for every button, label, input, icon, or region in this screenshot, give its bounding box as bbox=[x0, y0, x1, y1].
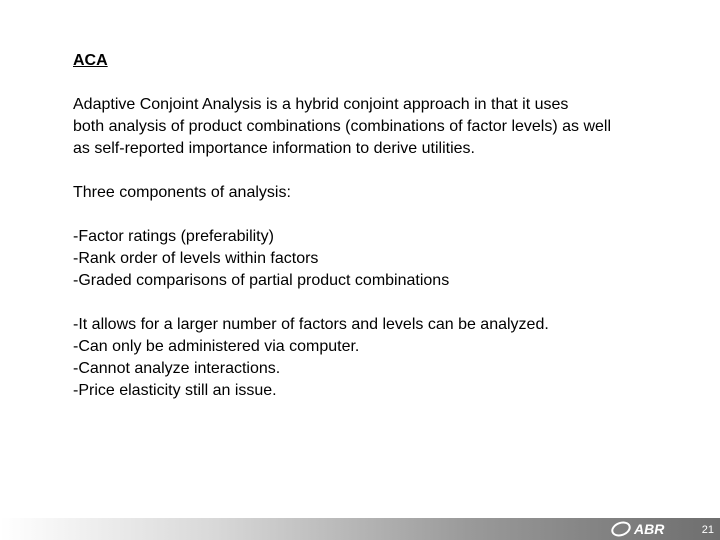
abr-logo bbox=[610, 520, 694, 538]
note-item: -Cannot analyze interactions. bbox=[73, 360, 281, 377]
components-list bbox=[73, 226, 693, 292]
page-number: 21 bbox=[701, 524, 714, 536]
logo-text: ABR bbox=[634, 521, 665, 537]
intro-line: both analysis of product combinations (combinations of factor levels) as well bbox=[73, 118, 612, 135]
component-item: -Graded comparisons of partial product combinations bbox=[73, 272, 450, 289]
intro-line: Adaptive Conjoint Analysis is a hybrid conjoint approach in that it uses bbox=[73, 96, 569, 113]
footer-bar bbox=[0, 518, 720, 540]
note-item: -Can only be administered via computer. bbox=[73, 338, 360, 355]
slide-content bbox=[73, 50, 693, 424]
components-heading: Three components of analysis: bbox=[73, 184, 291, 201]
intro-paragraph bbox=[73, 94, 693, 160]
note-item: -Price elasticity still an issue. bbox=[73, 382, 277, 399]
component-item: -Factor ratings (preferability) bbox=[73, 228, 274, 245]
notes-list bbox=[73, 314, 693, 402]
note-item: -It allows for a larger number of factors and levels can be analyzed. bbox=[73, 316, 549, 333]
component-item: -Rank order of levels within factors bbox=[73, 250, 319, 267]
components-heading-block bbox=[73, 182, 693, 204]
slide-title: ACA bbox=[73, 52, 108, 69]
intro-line: as self-reported importance information to derive utilities. bbox=[73, 140, 475, 157]
